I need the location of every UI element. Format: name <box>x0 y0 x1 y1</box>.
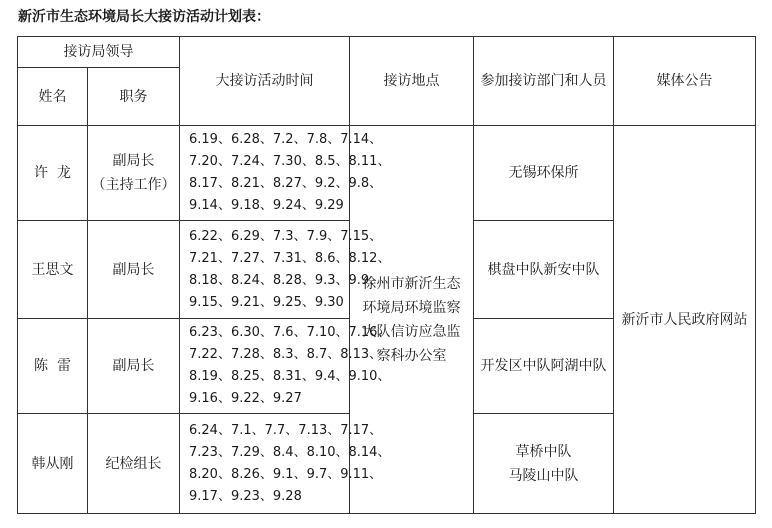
header-position: 职务 <box>88 68 180 126</box>
date-line: 6.24、7.1、7.7、7.13、7.17、 <box>189 422 383 438</box>
date-line: 9.16、9.22、9.27 <box>189 391 302 406</box>
date-line: 6.22、6.29、7.3、7.9、7.15、 <box>189 228 383 244</box>
leader-position <box>88 414 180 514</box>
dept-line: 无锡环保所 <box>508 165 579 181</box>
dept-line: 开发区中队阿湖中队 <box>480 358 607 374</box>
page-title: 新沂市生态环境局长大接访活动计划表： <box>18 9 270 25</box>
position-line: 副局长 <box>112 358 155 374</box>
date-line: 7.20、7.24、7.30、8.5、8.11、 <box>189 154 391 169</box>
leader-position <box>88 319 180 414</box>
visit-dates <box>180 319 391 414</box>
leader-name: 陈 雷 <box>18 319 88 414</box>
position-line: 纪检组长 <box>105 455 162 472</box>
header-departments: 参加接访部门和人员 <box>474 37 614 126</box>
dept-line: 棋盘中队新安中队 <box>487 261 600 278</box>
position-line: （主持工作） <box>91 177 176 193</box>
departments-cell <box>474 221 614 319</box>
date-line: 6.23、6.30、7.6、7.10、7.16、 <box>189 325 391 340</box>
date-line: 8.19、8.25、8.31、9.4、9.10、 <box>189 369 391 384</box>
leader-name: 韩从刚 <box>18 414 88 514</box>
visit-dates <box>180 126 391 221</box>
date-line: 7.22、7.28、8.3、8.7、8.13、 <box>189 347 383 362</box>
date-line: 8.18、8.24、8.28、9.3、9.9、 <box>189 272 383 288</box>
location-line: 徐州市新沂生态 <box>362 275 461 292</box>
date-line: 7.23、7.29、8.4、8.10、8.14、 <box>189 444 391 460</box>
leader-name: 许 龙 <box>18 126 88 221</box>
media-announcement: 新沂市人民政府网站 <box>614 126 756 514</box>
leader-name: 王思文 <box>18 221 88 319</box>
visit-dates <box>180 221 391 319</box>
departments-cell <box>474 414 614 514</box>
position-line: 副局长 <box>112 261 155 278</box>
visit-dates <box>180 414 391 514</box>
date-line: 9.17、9.23、9.28 <box>189 488 302 504</box>
departments-cell <box>474 319 614 414</box>
location-line: 大队信访应急监 <box>362 323 461 340</box>
header-name: 姓名 <box>18 68 88 126</box>
date-line: 9.14、9.18、9.24、9.29 <box>189 198 344 213</box>
dept-line: 马陵山中队 <box>508 467 579 484</box>
leader-position <box>88 221 180 319</box>
header-row-1 <box>18 37 756 68</box>
schedule-table <box>17 36 756 514</box>
departments-cell <box>474 126 614 221</box>
header-time: 大接访活动时间 <box>180 37 350 126</box>
leader-position <box>88 126 180 221</box>
header-location: 接访地点 <box>350 37 474 126</box>
date-line: 8.20、8.26、9.1、9.7、9.11、 <box>189 466 383 482</box>
date-line: 9.15、9.21、9.25、9.30 <box>189 294 344 310</box>
location-line: 察科办公室 <box>376 347 447 364</box>
header-media: 媒体公告 <box>614 37 756 126</box>
table-row <box>18 126 756 221</box>
location-line: 环境局环境监察 <box>362 299 461 316</box>
dept-line: 草桥中队 <box>515 443 572 460</box>
date-line: 6.19、6.28、7.2、7.8、7.14、 <box>189 132 383 147</box>
date-line: 7.21、7.27、7.31、8.6、8.12、 <box>189 250 391 266</box>
header-leader-group: 接访局领导 <box>18 37 180 68</box>
position-line: 副局长 <box>112 153 155 169</box>
date-line: 8.17、8.21、8.27、9.2、9.8、 <box>189 176 383 191</box>
